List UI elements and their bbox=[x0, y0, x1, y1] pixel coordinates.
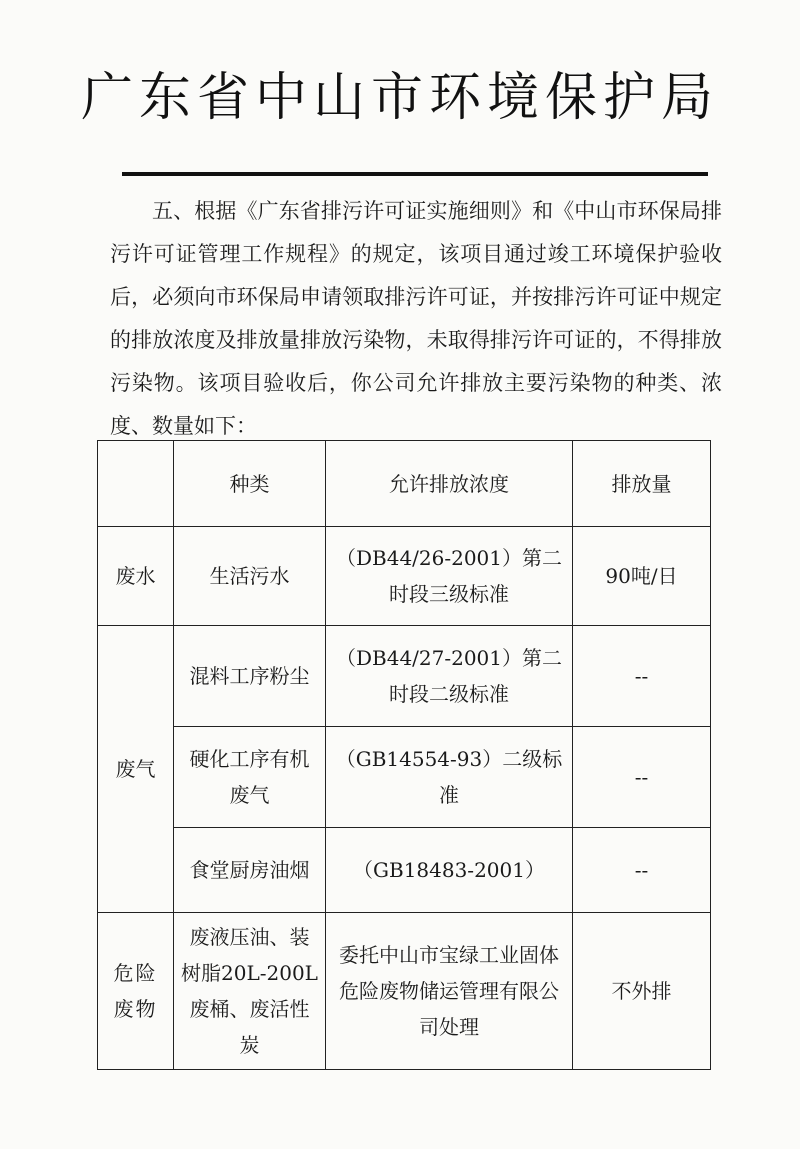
header-category bbox=[98, 441, 174, 527]
table-header-row bbox=[98, 441, 711, 527]
gas-concentration: （GB14554-93）二级标准 bbox=[326, 727, 573, 828]
table-row bbox=[98, 626, 711, 727]
category-water: 废水 bbox=[98, 527, 174, 626]
gas-concentration: （GB18483-2001） bbox=[326, 828, 573, 913]
table-row bbox=[98, 527, 711, 626]
category-gas: 废气 bbox=[98, 626, 174, 913]
body-paragraph: 五、根据《广东省排污许可证实施细则》和《中山市环保局排污许可证管理工作规程》的规定，该项目通过竣工环境保护验收后，必须向市环保局申请领取排污许可证，并按排污许可证中规定的排放浓度及排放量排放污染物，未取得排污许可证的，不得排放污染物。该项目验收后，你公司允许排放主要污染物的种类、浓度、数量如下： bbox=[110, 199, 722, 438]
gas-amount: -- bbox=[573, 626, 711, 727]
gas-type: 混料工序粉尘 bbox=[174, 626, 326, 727]
gas-type: 食堂厨房油烟 bbox=[174, 828, 326, 913]
table-row bbox=[98, 913, 711, 1070]
pollutant-table bbox=[97, 440, 711, 1070]
hazardous-disposal: 委托中山市宝绿工业固体危险废物储运管理有限公司处理 bbox=[326, 913, 573, 1070]
header-type: 种类 bbox=[174, 441, 326, 527]
water-amount: 90吨/日 bbox=[573, 527, 711, 626]
header-concentration: 允许排放浓度 bbox=[326, 441, 573, 527]
header-amount: 排放量 bbox=[573, 441, 711, 527]
table-row bbox=[98, 828, 711, 913]
letterhead-title: 广东省中山市环境保护局 bbox=[80, 68, 719, 128]
water-concentration: （DB44/26-2001）第二时段三级标准 bbox=[326, 527, 573, 626]
water-type: 生活污水 bbox=[174, 527, 326, 626]
hazardous-type: 废液压油、装树脂20L-200L废桶、废活性炭 bbox=[174, 913, 326, 1070]
category-hazardous: 危险废物 bbox=[98, 913, 174, 1070]
gas-amount: -- bbox=[573, 727, 711, 828]
table-row bbox=[98, 727, 711, 828]
gas-type: 硬化工序有机废气 bbox=[174, 727, 326, 828]
letterhead-rule bbox=[122, 172, 708, 176]
gas-concentration: （DB44/27-2001）第二时段二级标准 bbox=[326, 626, 573, 727]
gas-amount: -- bbox=[573, 828, 711, 913]
hazardous-amount: 不外排 bbox=[573, 913, 711, 1070]
